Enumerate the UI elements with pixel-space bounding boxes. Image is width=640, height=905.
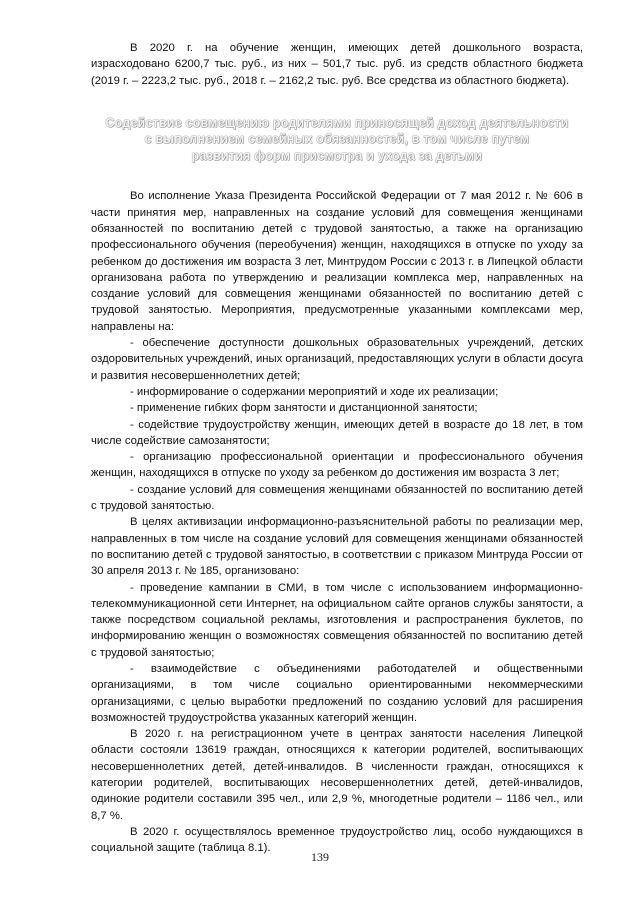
body-paragraph: В 2020 г. осуществлялось временное трудоустройство лиц, особо нуждающихся в социальной защите (таблица 8.1).	[91, 825, 583, 855]
section-heading-line: развития форм присмотра и ухода за детьми	[191, 148, 483, 163]
section-heading-line: с выполнением семейных обязанностей, в том числе путем	[144, 132, 530, 147]
list-item: - обеспечение доступности дошкольных образовательных учреждений, детских оздоровительных учреждений, иных организаций, предоставляющих услуги в области досуга и развития несовершеннолетних детей;	[91, 337, 583, 382]
list-item: - создание условий для совмещения женщинами обязанностей по воспитанию детей с трудовой занятостью.	[91, 483, 583, 513]
document-page	[91, 40, 583, 857]
section-heading-line: Содействие совмещению родителями приносящей доход деятельности	[105, 115, 569, 130]
list-item: - информирование о содержании мероприятий и ходе их реализации;	[130, 385, 499, 398]
list-item: - применение гибких форм занятости и дистанционной занятости;	[130, 402, 478, 415]
list-item: - проведение кампании в СМИ, в том числе с использованием информационно-телекоммуникационной сети Интернет, на официальном сайте органов службы занятости, а также посредством социальной рекламы, изготовления и распространения буклетов, по информированию женщин о возможностях совмещения обязанностей по воспитанию детей с трудовой занятостью;	[91, 581, 583, 659]
section-heading	[99, 115, 575, 165]
list-item: - организацию профессиональной ориентации и профессионального обучения женщин, находящихся в отпуске по уходу за ребенком до достижения им возраста 3 лет;	[91, 451, 583, 480]
body-paragraph: В целях активизации информационно-разъяснительной работы по реализации мер, направленных в том числе на создание условий для совмещения женщинами обязанностей по воспитанию детей с трудовой занятостью, в соответствии с приказом Минтруда России от 30 апреля 2013 г. № 185, организовано:	[91, 516, 583, 578]
body-paragraph: В 2020 г. на регистрационном учете в центрах занятости населения Липецкой области состояли 13619 граждан, относящихся к категории родителей, воспитывающих несовершеннолетних детей, детей-инвалидов. В численности граждан, относящихся к категории родителей, воспитывающих несовершеннолетних детей, детей-инвалидов, одинокие родители составили 395 чел., или 2,9 %, многодетные родители – 1186 чел., или 8,7 %.	[91, 728, 583, 822]
list-item: - содействие трудоустройству женщин, имеющих детей в возрасте до 18 лет, в том числе содействие самозанятости;	[91, 418, 583, 447]
intro-paragraph: В 2020 г. на обучение женщин, имеющих детей дошкольного возраста, израсходовано 6200,7 тыс. руб., из них – 501,7 тыс. руб. из средств областного бюджета (2019 г. – 2223,2 тыс. руб., 2018 г. – 2162,2 тыс. руб. Все средства из областного бюджета).	[91, 42, 583, 87]
body-paragraph: Во исполнение Указа Президента Российской Федерации от 7 мая 2012 г. № 606 в части принятия мер, направленных на создание условий для совмещения женщинами обязанностей по воспитанию детей с трудовой занятостью, а также на организацию профессионального обучения (переобучения) женщин, находящихся в отпуске по уходу за ребенком до достижения им возраста 3 лет, Минтрудом России с 2013 г. в Липецкой области организована работа по утверждению и реализации комплекса мер, направленных на создание условий для совмещения женщинами обязанностей по воспитанию детей с трудовой занятостью. Мероприятия, предусмотренные указанными комплексами мер, направлены на:	[91, 190, 583, 333]
page-number: 139	[311, 850, 329, 864]
list-item: - взаимодействие с объединениями работодателей и общественными организациями, в том числе социально ориентированными некоммерческими организациями, с целью выработки предложений по созданию условий для расширения возможностей трудоустройства указанных категорий женщин.	[91, 663, 583, 724]
